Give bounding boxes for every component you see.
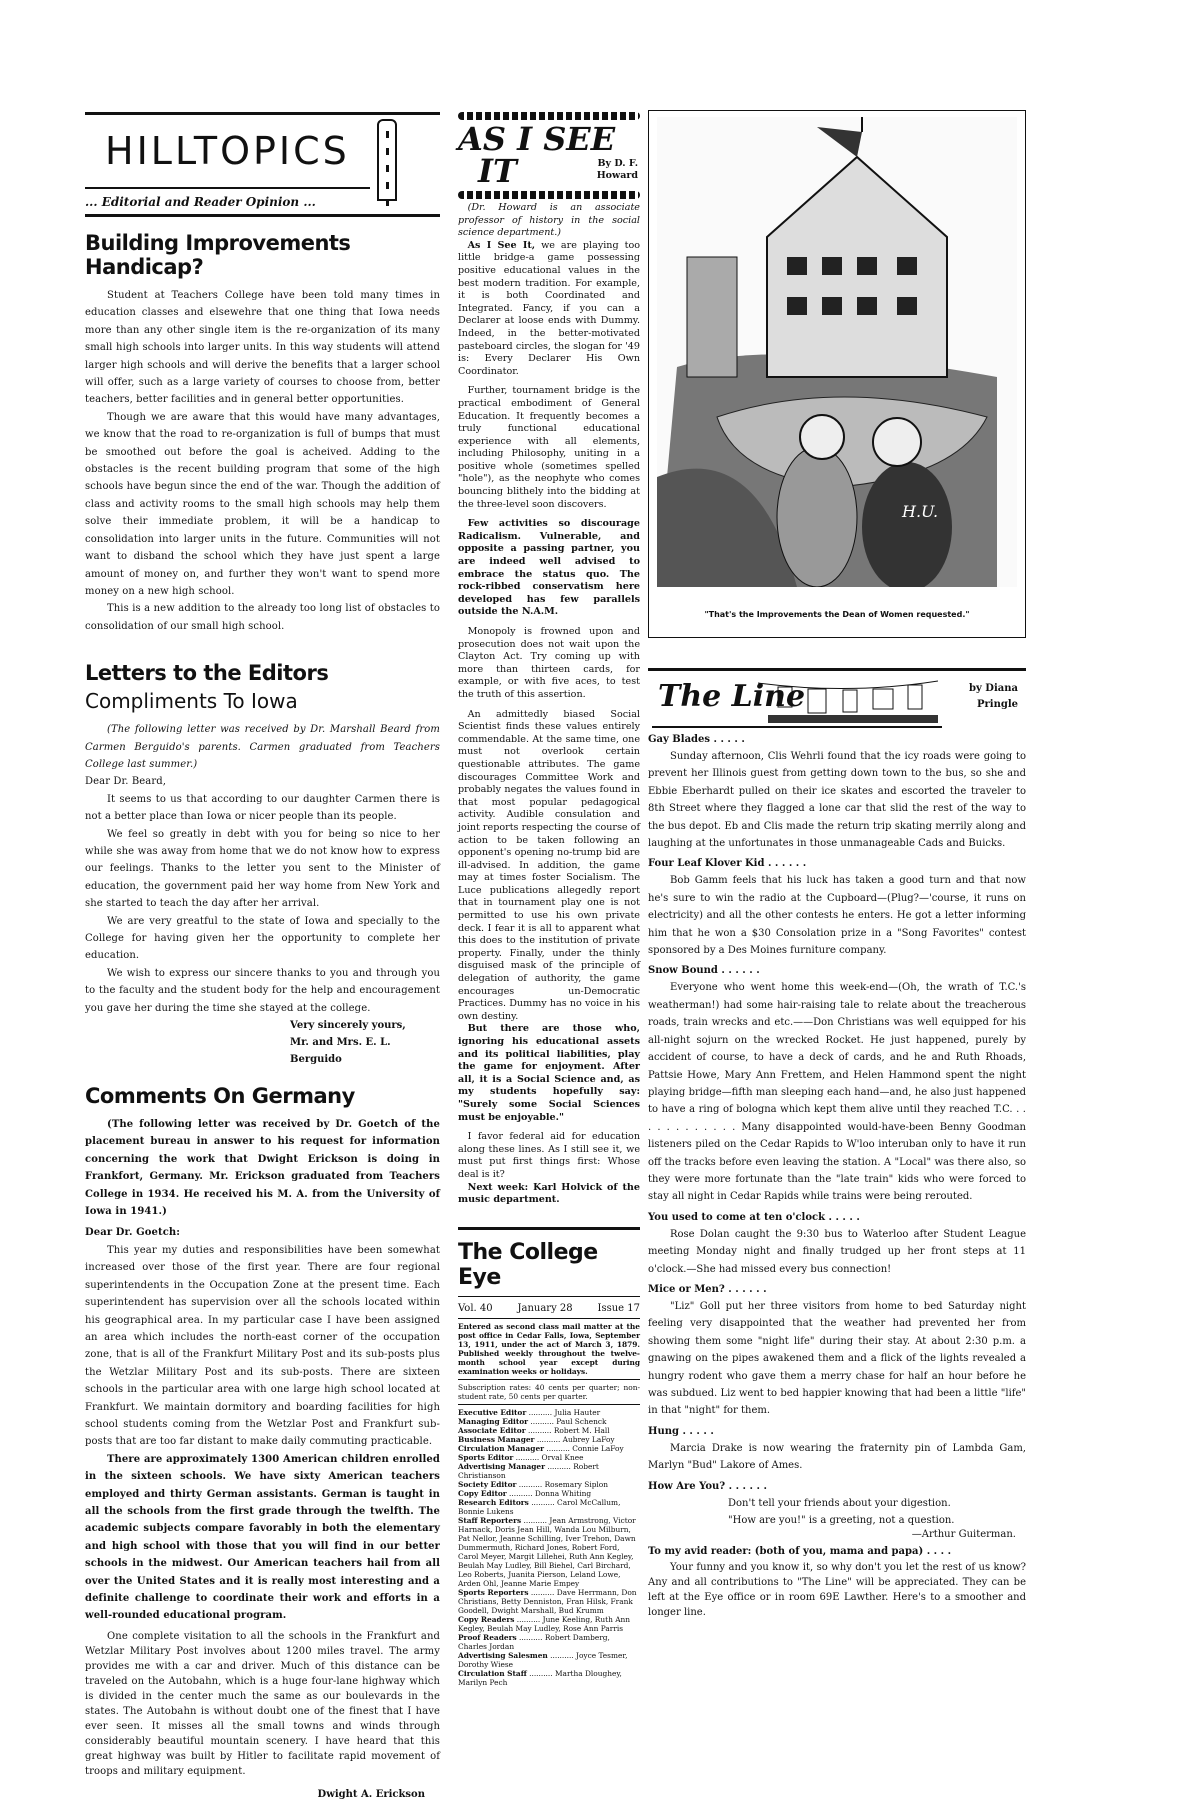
staff-names: Robert Christianson	[458, 1461, 599, 1480]
staff-names: Connie LaFoy	[572, 1443, 624, 1453]
paragraph: Marcia Drake is now wearing the fraternity pin of Lambda Gam, Marlyn "Bud" Lakore of Ames.	[648, 1442, 1026, 1472]
staff-role: Research Editors	[458, 1497, 529, 1507]
next-week-note: Next week: Karl Holvick of the music department.	[458, 1181, 640, 1206]
staff-names: Aubrey LaFoy	[562, 1434, 615, 1444]
letter-signature: Mr. and Mrs. E. L. Berguido	[290, 1037, 391, 1066]
paragraph	[458, 240, 640, 379]
item-heading: To my avid reader: (both of you, mama and papa) . . . .	[648, 1545, 952, 1557]
staff-entry: Copy Readers .......... June Keeling, Ruth Ann Kegley, Beulah May Ludley, Rose Ann Parris	[458, 1614, 631, 1633]
cartoon-drawing	[657, 117, 1017, 587]
staff-names: Carol McCallum, Bonnie Lukens	[458, 1497, 621, 1516]
right-column	[648, 110, 1026, 1620]
byline-line: by Diana	[969, 683, 1018, 694]
staff-names: Joyce Tesmer, Dorothy Wiese	[458, 1650, 628, 1669]
staff-role: Business Manager	[458, 1434, 535, 1444]
subscription-rates: Subscription rates: 40 cents per quarter; non-student rate, 50 cents per quarter.	[458, 1380, 640, 1405]
staff-names: Julia Hauter	[554, 1407, 601, 1417]
paragraph: Your funny and you know it, so why don't you let the rest of us know? Any and all contributions to "The Line" will be appreciated. They can be left at the Eye office or in room 69E Lawther. Here's to a smoother and longer line.	[648, 1561, 1026, 1618]
issue-number: Issue 17	[597, 1302, 640, 1314]
quote-line: Don't tell your friends about your digestion.	[728, 1497, 951, 1509]
paragraph: It seems to us that according to our daughter Carmen there is not a better place than Iowa or nicer people than its people.	[85, 793, 440, 823]
column-intro: (Dr. Howard is an associate professor of history in the social science department.)	[458, 202, 640, 239]
paragraph: Sunday afternoon, Clis Wehrli found that the icy roads were going to prevent her Illinois guest from getting down town to the bus, so she and Ebbie Eberhardt pulled on their ice skates and escorted the traveler to 8th Street where they flagged a lone car that slid the rest of the way to the bus depot. Eb and Clis made the return trip skating merrily along and laughing at the unfortunates in those unmanageable Cads and Buicks.	[648, 751, 1026, 850]
byline-line: By D. F.	[597, 158, 638, 169]
item-heading: Gay Blades . . . . .	[648, 734, 745, 745]
divider	[85, 214, 440, 217]
staff-entry: Business Manager .......... Aubrey LaFoy	[458, 1434, 615, 1444]
letter-signature: Dwight A. Erickson	[317, 1788, 425, 1800]
mailing-notice: Entered as second class mail matter at the post office in Cedar Falls, Iowa, September 13, 1911, under the act of March 3, 1879. Published weekly throughout the twelve-month school year except during examination weeks or holidays.	[458, 1319, 640, 1380]
letter-intro: (The following letter was received by Dr. Goetch of the placement bureau in answer to his request for information concerning the work that Dwight Erickson is doing in Frankfort, Germany. Mr. Erickson graduated from Teachers College in 1934. He received his M. A. from the University of Iowa in 1941.)	[85, 1119, 440, 1218]
paragraph: Monopoly is frowned upon and prosecution does not wait upon the Clayton Act. Try coming up with more than thirteen cards, for example, or with five aces, to test the truth of this assertion.	[458, 626, 640, 700]
paragraph: Few activities so discourage Radicalism. Vulnerable, and opposite a passing partner, you are indeed well advised to embrace the status quo. The rock-ribbed conservatism here developed has few parallels outside the N.A.M.	[458, 518, 640, 618]
column-header	[458, 112, 640, 199]
section-title: HILLTOPICS	[105, 129, 350, 173]
byline	[597, 158, 638, 182]
staff-list	[458, 1405, 640, 1687]
paragraph: Rose Dolan caught the 9:30 bus to Waterloo after Student League meeting Monday night and finally trudged up her front steps at 11 o'clock.—She had missed every bus connection!	[648, 1228, 1026, 1275]
byline-line: Howard	[596, 170, 638, 181]
salutation: Dear Dr. Beard,	[85, 776, 167, 788]
staff-names: Rosemary Siplon	[544, 1479, 608, 1489]
paragraph: An admittedly biased Social Scientist finds these values entirely commendable. At the same time, one must not overlook certain questionable attributes. The game discourages Committee Work and probably negates the values found in that most popular pedagogical activity. Audible consulation and joint reports respecting the course of action to be taken following an opponent's opening no-trump bid are ill-advised. In addition, the game may at times foster Socialism. The Luce publications allegedly report that in tournament play one is not permitted to use his own private deck. I fear it is all to apparent what this does to the institution of private property. Finally, under the thinly disguised mask of the principle of delegation of authority, the game encourages un-Democratic Practices. Dummy has no voice in his own destiny.	[458, 708, 640, 1022]
lead-in: As I See It,	[467, 239, 536, 251]
paragraph: One complete visitation to all the schools in the Frankfurt and Wetzlar Military Post involves about 1200 miles travel. The army provides me with a car and driver. Much of this distance can be traveled on the Autobahn, which is a huge four-lane highway which is divided in the center much the same as our boulevards in the states. The Autobahn is without doubt one of the finest that I have ever seen. It misses all the small towns and winds through considerably beautiful mountain scenery. I have heard that this great highway was built by Hitler to facilitate rapid movement of troops and military equipment.	[85, 1630, 440, 1777]
byline	[969, 681, 1018, 713]
staff-entry: Advertising Manager .......... Robert Christianson	[458, 1461, 599, 1480]
staff-names: Robert Damberg, Charles Jordan	[458, 1632, 610, 1651]
paragraph: Further, tournament bridge is the practical embodiment of General Education. It frequently becomes a truly functional educational experience with all elements, including Philosophy, uniting in a positive whole (sometimes spelled "hole"), as the neophyte who comes bouncing blithely into the bidding at the three-level soon discovers.	[458, 385, 640, 510]
staff-entry: Circulation Staff .......... Martha Dloughey, Marilyn Pech	[458, 1668, 622, 1687]
staff-role: Copy Editor	[458, 1488, 507, 1498]
issue-info	[458, 1297, 640, 1319]
staff-entry: Sports Reporters .......... Dave Herrmann, Don Christians, Betty Denniston, Fran Hilsk, Frank Goodell, Dwight Marshall, Bud Krumm	[458, 1587, 637, 1615]
paragraph: There are approximately 1300 American children enrolled in the sixteen schools. We have sixty American teachers employed and thirty German assistants. German is taught in all the schools from the first grade through the twelfth. The academic subjects compare favorably in both the elementary and high school with those that you will find in our better schools in the midwest. Our American teachers hail from all over the United States and it is really most interesting and a definite challenge to coordinate their work and efforts in a well-rounded educational program.	[85, 1453, 440, 1622]
column-title: AS I SEE	[458, 120, 616, 158]
staff-role: Staff Reporters	[458, 1515, 522, 1525]
staff-entry: Research Editors .......... Carol McCallum, Bonnie Lukens	[458, 1497, 621, 1516]
staff-names: Jean Armstrong, Victor Harnack, Doris Jean Hill, Wanda Lou Milburn, Pat Nellor, Jeanne Schilling, Iver Trehon, Dawn Dummermuth, Richard Jones, Robert Ford, Carol Meyer, Margit Lillehei, Ruth Ann Kegley, Beulah May Ludley, Bill Biehel, Carl Birchard, Leo Roberts, Juanita Pierson, Leland Lowe, Arden Ohl, Jeanne Marie Empey	[458, 1515, 636, 1588]
staff-role: Proof Readers	[458, 1632, 517, 1642]
staff-entry: Managing Editor .......... Paul Schenck	[458, 1416, 607, 1426]
paragraph-text: we are playing too little bridge-a game possessing positive educational values in the best modern tradition. For example, it is both Coordinated and Integrated. Fancy, if you can a Declarer at loose ends with Dummy. Indeed, in the better-motivated pasteboard circles, the slogan for '49 is: Every Declarer His Own Coordinator.	[458, 239, 641, 377]
letter-subhead: Compliments To Iowa	[85, 689, 298, 714]
staff-role: Society Editor	[458, 1479, 517, 1489]
paragraph: Bob Gamm feels that his luck has taken a good turn and that now he's sure to win the radio at the Cupboard—(Plug?—'course, it runs on electricity) and all the other contests he enters. He got a letter informing him that he won a $30 Consolation prize in a "Song Favorites" contest sponsored by a Des Moines furniture company.	[648, 875, 1026, 957]
paragraph: "Liz" Goll put her three visitors from home to bed Saturday night feeling very disappointed that the weather had prevented her from showing them some "night life" during their stay. At about 2:30 p.m. a gnawing on the pipes awakened them and a flick of the lights revealed a hungry rodent who gave them a merry chase for half an hour before he was subdued. Liz went to bed happier knowing that had been a little "life" in that "night" for them.	[648, 1300, 1026, 1417]
staff-entry: Society Editor .......... Rosemary Siplon	[458, 1479, 608, 1489]
issue-date: January 28	[517, 1302, 573, 1314]
staff-entry: Proof Readers .......... Robert Damberg, Charles Jordan	[458, 1632, 610, 1651]
letter-intro: (The following letter was received by Dr. Marshall Beard from Carmen Berguido's parents. Carmen graduated from Teachers College last summer.)	[85, 724, 440, 770]
hilltopics-banner	[85, 115, 440, 187]
staff-entry: Advertising Salesmen .......... Joyce Tesmer, Dorothy Wiese	[458, 1650, 628, 1669]
item-heading: You used to come at ten o'clock . . . . .	[648, 1211, 860, 1223]
staff-role: Sports Editor	[458, 1452, 514, 1462]
staff-entry: Associate Editor .......... Robert M. Hall	[458, 1425, 610, 1435]
quote-attribution: —Arthur Guiterman.	[911, 1528, 1016, 1540]
paragraph: This year my duties and responsibilities have been somewhat increased over those of the first year. There are four regional superintendents in the Occupation Zone at the present time. Each superintendent has supervision over all the schools located within his geographical area. In my particular case I have been assigned an area which includes the north-east corner of the occupation zone, that is all of the Frankfurt Military Post and its sub-posts plus the Wetzlar Military Post and its sub-posts. There are sixteen schools in the particular area with one large high school located at Frankfurt. We maintain dormitory and boarding facilities for high school students coming from the Wetzlar Post and Frankfurt sub-posts that are too far distant to make daily commuting practicable.	[85, 1244, 440, 1448]
editorial-cartoon	[648, 110, 1026, 638]
the-line-logo: The Line	[658, 679, 806, 714]
item-heading: Snow Bound . . . . . .	[648, 965, 760, 977]
item-heading: How Are You? . . . . . .	[648, 1480, 767, 1492]
as-i-see-it-column	[458, 112, 640, 1687]
germany-headline: Comments On Germany	[85, 1084, 355, 1109]
staff-role: Copy Readers	[458, 1614, 515, 1624]
paragraph: I favor federal aid for education along these lines. As I still see it, we must put first things first: Whose deal is it?	[458, 1131, 640, 1180]
staff-role: Associate Editor	[458, 1425, 526, 1435]
paragraph: Everyone who went home this week-end—(Oh, the wrath of T.C.'s weatherman!) had some hair-raising tale to relate about the treacherous roads, train wrecks and etc.——Don Christians was well equipped for his all-night sojurn on the wrecked Rocket. He just happened, purely by accident of course, to have a deck of cards, and he and Ruth Rhoads, Pattsie Howe, Mary Ann Frettem, and Helen Hammond spent the night playing bridge—fifth man sleeping each hand—and, he also just happened to have a ring of bologna which kept them alive until they reached T.C. . . . . . . . . . . . . Many disappointed would-have-been Benny Goodman listeners piled on the Cedar Rapids to W'loo interuban only to have it run off the tracks before even leaving the station. A "Local" was there also, so they were more fortunate than the "late train" kids who were forced to stay all night in Cedar Rapids while trains were being rerouted.	[648, 982, 1026, 1203]
staff-role: Executive Editor	[458, 1407, 527, 1417]
paragraph: This is a new addition to the already too long list of obstacles to consolidation of our small high school.	[85, 603, 440, 632]
item-heading: Hung . . . . .	[648, 1425, 714, 1437]
item-heading: Four Leaf Klover Kid . . . . . .	[648, 858, 807, 870]
staff-role: Advertising Salesmen	[458, 1650, 548, 1660]
paragraph: We wish to express our sincere thanks to you and through you to the faculty and the student body for the help and encouragement you gave her during the time she stayed at the college.	[85, 967, 440, 1014]
staff-entry: Circulation Manager .......... Connie LaFoy	[458, 1443, 624, 1453]
staff-role: Sports Reporters	[458, 1587, 529, 1597]
salutation: Dear Dr. Goetch:	[85, 1227, 181, 1239]
staff-names: Donna Whiting	[534, 1488, 592, 1498]
section-subtitle: ... Editorial and Reader Opinion ...	[85, 187, 370, 214]
staff-role: Circulation Manager	[458, 1443, 545, 1453]
volume: Vol. 40	[458, 1302, 493, 1314]
staff-role: Circulation Staff	[458, 1668, 527, 1678]
cartoon-caption: "That's the Improvements the Dean of Women requested."	[704, 610, 970, 619]
staff-names: Martha Dloughey, Marilyn Pech	[458, 1668, 622, 1687]
the-line-header	[648, 668, 1026, 726]
paragraph: But there are those who, ignoring his educational assets and its political liabilities, play the game for enjoyment. After all, it is a Social Science and, as my students hopefully say: "Surely some Social Sciences must be enjoyable."	[458, 1023, 640, 1123]
campanile-tower-icon	[377, 119, 397, 201]
paragraph: Student at Teachers College have been told many times in education classes and elsewehre that one thing that Iowa needs more than any other single item is the re-organization of its many small high schools into larger units. In this way students will attend larger high schools and will derive the benefits that a larger school will offer, such as a large variety of courses to choose from, better teachers, better facilities and in general better opportunities.	[85, 290, 440, 406]
letter-closing: Very sincerely yours,	[290, 1020, 406, 1032]
jacket-letters: H.U.	[902, 502, 939, 521]
staff-names: Dave Herrmann, Don Christians, Betty Denniston, Fran Hilsk, Frank Goodell, Dwight Marshall, Bud Krumm	[458, 1587, 637, 1615]
paragraph: We feel so greatly in debt with you for being so nice to her while she was away from home that we do not know how to express our feelings. Thanks to the letter you sent to the Minister of education, the government paid her way home from New York and she started to teach the day after her arrival.	[85, 828, 440, 910]
staff-entry: Sports Editor .......... Orval Knee	[458, 1452, 584, 1462]
byline-line: Pringle	[976, 699, 1018, 710]
wavy-border	[458, 112, 640, 120]
divider	[652, 726, 942, 728]
staff-entry: Copy Editor .......... Donna Whiting	[458, 1488, 592, 1498]
staff-names: June Keeling, Ruth Ann Kegley, Beulah May Ludley, Rose Ann Parris	[458, 1614, 631, 1633]
editorial-column	[85, 112, 440, 1800]
staff-names: Paul Schenck	[556, 1416, 607, 1426]
masthead-title: The College Eye	[458, 1227, 640, 1297]
paragraph: Though we are aware that this would have many advantages, we know that the road to re-organization is full of bumps that must be smoothed out before the goal is acheived. Adding to the obstacles is the recent building program that some of the high schools have begun since the end of the war. Though the addition of class and activity rooms to the small high schools may help them solve their immediate problem, it will be a handicap to consolidation into larger units in the future. Communities will not want to disband the school which they have just spent a large amount of money on, and further they won't want to spend more money on a new high school.	[85, 411, 440, 597]
paragraph: We are very greatful to the state of Iowa and specially to the College for having given her the opportunity to complete her education.	[85, 915, 440, 962]
wavy-border	[458, 191, 640, 199]
gossip-items	[648, 734, 1026, 1475]
staff-names: Robert M. Hall	[553, 1425, 610, 1435]
staff-role: Advertising Manager	[458, 1461, 545, 1471]
staff-entry: Staff Reporters .......... Jean Armstrong, Victor Harnack, Doris Jean Hill, Wanda Lou Milburn, Pat Nellor, Jeanne Schilling, Iver Trehon, Dawn Dummermuth, Richard Jones, Robert Ford, Carol Meyer, Margit Lillehei, Ruth Ann Kegley, Beulah May Ludley, Bill Biehel, Carl Birchard, Leo Roberts, Juanita Pierson, Leland Lowe, Arden Ohl, Jeanne Marie Empey	[458, 1515, 636, 1588]
quote-line: "How are you!" is a greeting, not a question.	[728, 1514, 955, 1526]
staff-role: Managing Editor	[458, 1416, 529, 1426]
staff-entry: Executive Editor .......... Julia Hauter	[458, 1407, 601, 1417]
editorial-headline: Building Improvements Handicap?	[85, 231, 351, 279]
column-title-line2: IT	[478, 152, 517, 190]
item-heading: Mice or Men? . . . . . .	[648, 1283, 767, 1295]
staff-names: Orval Knee	[541, 1452, 584, 1462]
letters-headline: Letters to the Editors	[85, 661, 329, 686]
clothesline-drawing-icon	[758, 675, 938, 725]
